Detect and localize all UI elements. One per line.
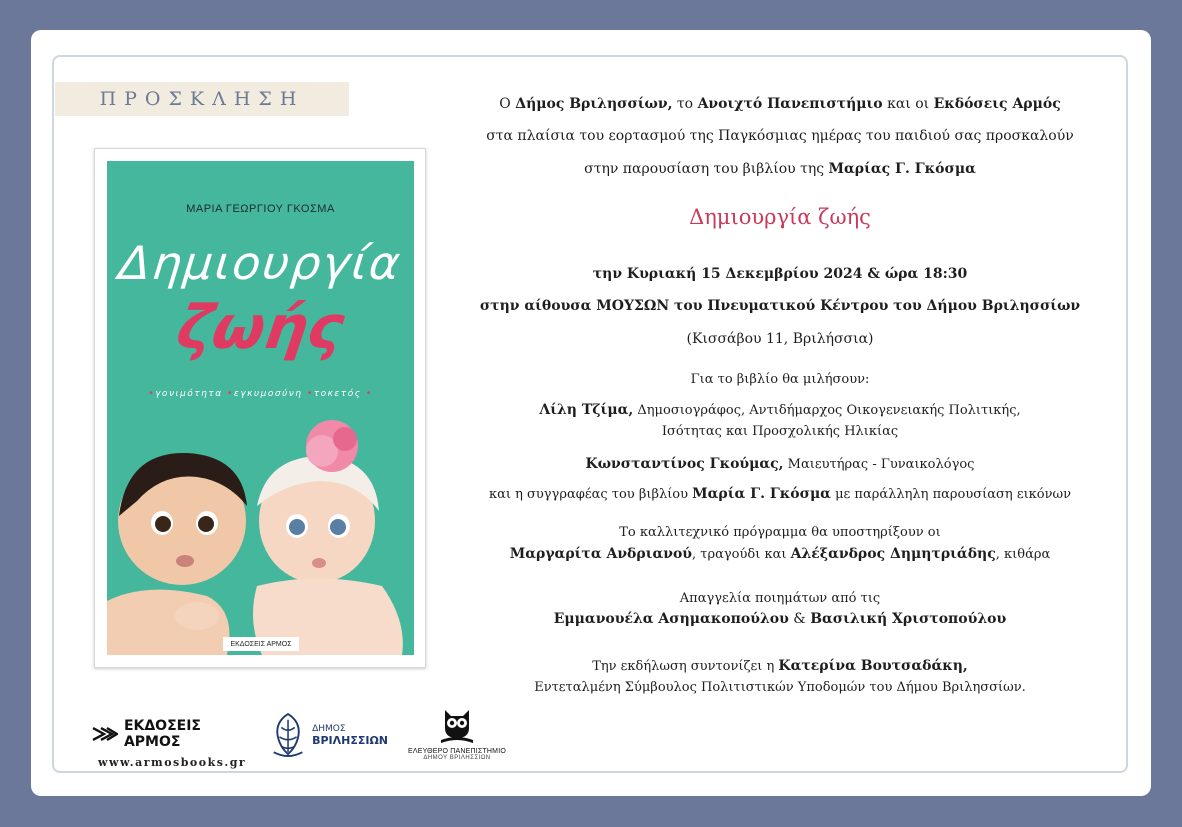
book-subtitle-item: τοκετός	[313, 389, 362, 399]
speaker-1: Λίλη Τζίμα, Δημοσιογράφος, Αντιδήμαρχος Οικογενειακής Πολιτικής,	[539, 402, 1021, 418]
university-name: ΕΛΕΥΘΕΡΟ ΠΑΝΕΠΙΣΤΗΜΙΟ	[408, 748, 506, 755]
university-sub: ΔΗΜΟΥ ΒΡΙΛΗΣΣΙΩΝ	[423, 755, 491, 761]
intro-line-2: στα πλαίσια του εορτασμού της Παγκόσμιας ημέρας του παιδιού σας προσκαλούν	[486, 128, 1074, 144]
book-subtitle-item: γονιμότητα	[155, 389, 223, 399]
book-publisher: ΕΚΔΟΣΕΙΣ ΑΡΜΟΣ	[223, 637, 299, 651]
speaker-1-role: Ισότητας και Προσχολικής Ηλικίας	[661, 424, 899, 439]
book-title-line1: Δημιουργία	[116, 236, 405, 290]
armos-icon	[92, 726, 118, 742]
art-performers: Μαργαρίτα Ανδριανού, τραγούδι και Αλέξανδρος Δημητριάδης, κιθάρα	[509, 546, 1051, 562]
poems-heading: Απαγγελία ποιημάτων από τις	[679, 591, 881, 606]
book-subtitle-item: εγκυμοσύνη	[233, 389, 303, 399]
intro-line-3: στην παρουσίαση του βιβλίου της Μαρίας Γ. Γκόσμα	[584, 161, 976, 177]
speaker-3: και η συγγραφέας του βιβλίου Μαρία Γ. Γκόσμα με παράλληλη παρουσίαση εικόνων	[488, 486, 1072, 502]
art-heading: Το καλλιτεχνικό πρόγραμμα θα υποστηρίξουν οι	[619, 525, 941, 540]
dimos-line1: ΔΗΜΟΣ	[312, 724, 346, 734]
book-author: ΜΑΡΙΑ ΓΕΩΡΓΙΟΥ ΓΚΟΣΜΑ	[186, 203, 335, 215]
university-logo	[402, 706, 512, 761]
book-cover	[107, 161, 414, 655]
armos-logo	[92, 718, 262, 769]
speakers-heading: Για το βιβλίο θα μιλήσουν:	[690, 372, 870, 387]
invitation-label-band	[55, 82, 349, 116]
invitation-label: ΠΡΟΣΚΛΗΣΗ	[99, 88, 305, 110]
book-title: Δημιουργία ζωής	[689, 205, 871, 229]
event-venue: στην αίθουσα ΜΟΥΣΩΝ του Πνευματικού Κέντρου του Δήμου Βριλησσίων	[479, 298, 1081, 314]
event-date: την Κυριακή 15 Δεκεμβρίου 2024 & ώρα 18:30	[592, 266, 968, 282]
armos-url: www.armosbooks.gr	[98, 756, 247, 769]
dimos-line2: ΒΡΙΛΗΣΣΙΩΝ	[312, 734, 388, 747]
event-address: (Κισσάβου 11, Βριλήσσια)	[686, 331, 874, 347]
coordinator: Την εκδήλωση συντονίζει η Κατερίνα Βουτσαδάκη,	[592, 658, 968, 674]
poems-readers: Εμμανουέλα Ασημακοπούλου & Βασιλική Χριστοπούλου	[553, 611, 1007, 627]
intro-line-1: Ο Δήμος Βριλησσίων, το Ανοιχτό Πανεπιστήμιο και οι Εκδόσεις Αρμός	[499, 96, 1061, 112]
babies-illustration	[107, 411, 414, 655]
owl-icon	[437, 706, 477, 744]
book-subtitle: •γονιμότητα •εγκυμοσύνη •τοκετός •	[148, 389, 373, 399]
dimos-emblem-icon	[268, 709, 308, 761]
dimos-logo	[268, 706, 388, 764]
book-title-line2: ζωής	[172, 293, 349, 363]
speaker-2: Κωνσταντίνος Γκούμας, Μαιευτήρας - Γυναικολόγος	[585, 456, 975, 472]
coordinator-role: Εντεταλμένη Σύμβουλος Πολιτιστικών Υποδομών του Δήμου Βριλησσίων.	[534, 680, 1026, 695]
armos-name: ΕΚΔΟΣΕΙΣ ΑΡΜΟΣ	[123, 718, 201, 750]
book-cover-frame	[94, 148, 426, 668]
